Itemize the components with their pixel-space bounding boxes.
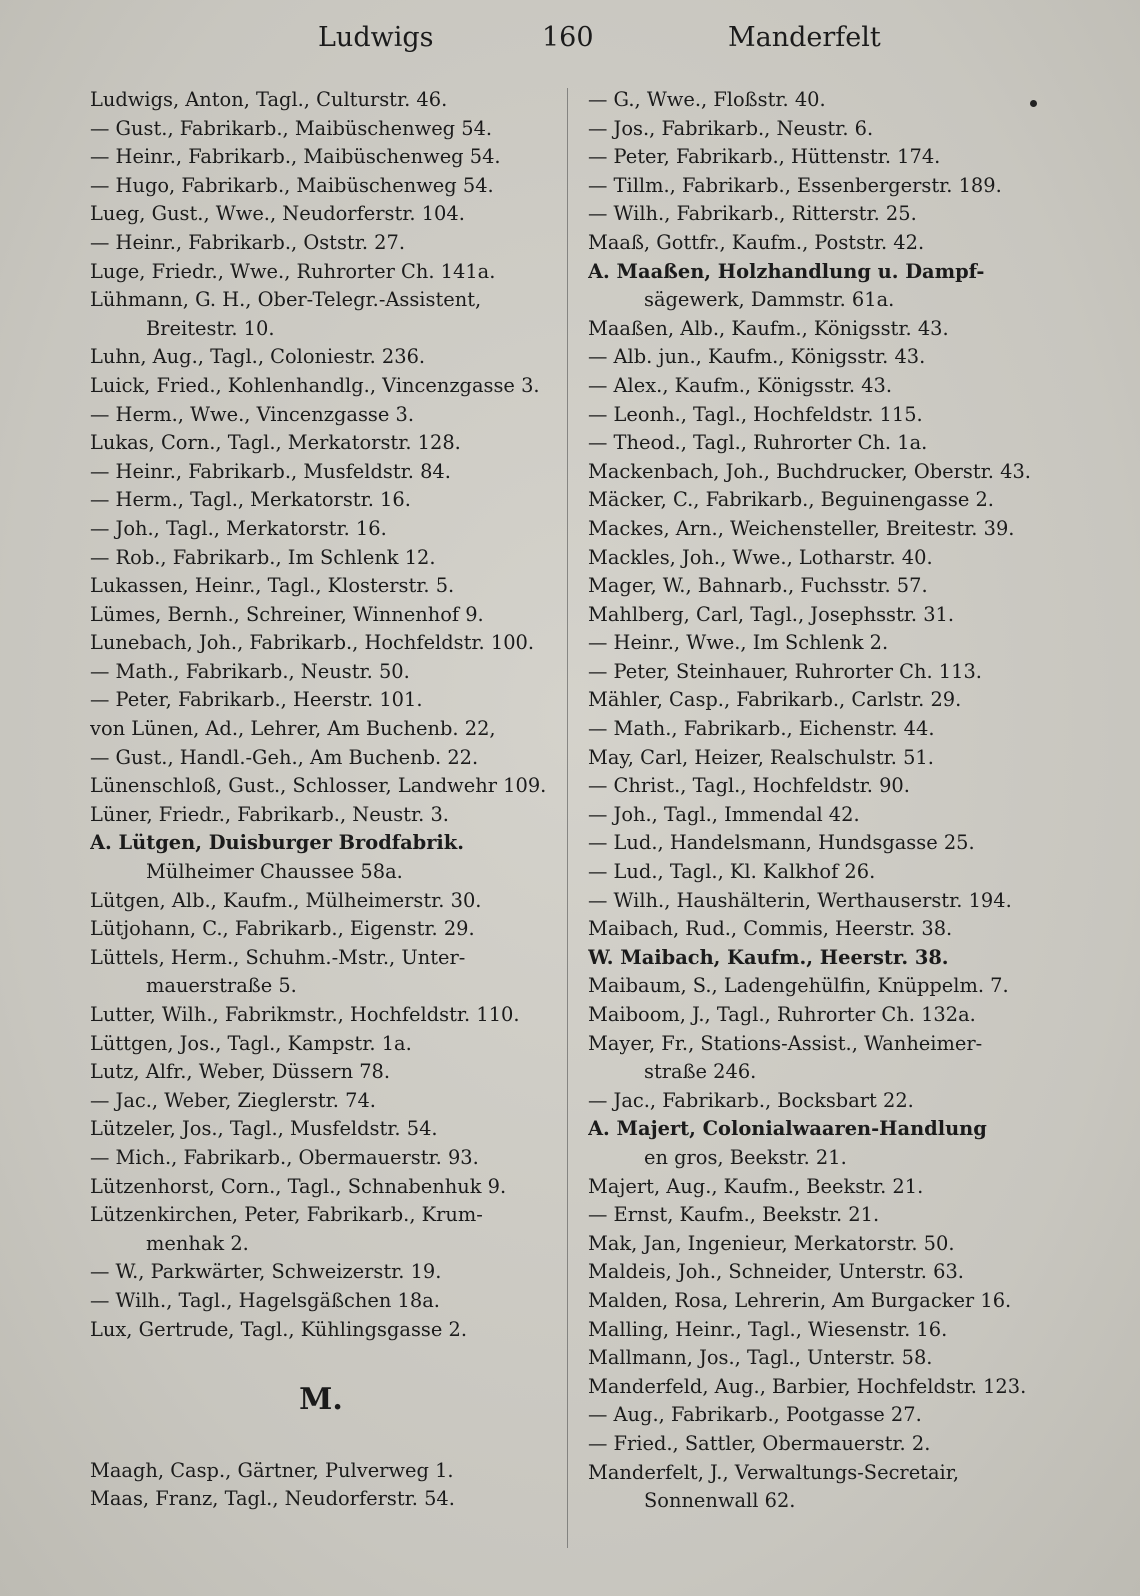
list-item: Mähler, Casp., Fabrikarb., Carlstr. 29. bbox=[588, 688, 962, 712]
list-item: — Ernst, Kaufm., Beekstr. 21. bbox=[588, 1203, 880, 1227]
list-item: Mackenbach, Joh., Buchdrucker, Oberstr. 43. bbox=[588, 459, 1031, 483]
list-item: Maagh, Casp., Gärtner, Pulverweg 1. bbox=[90, 1458, 454, 1482]
list-item: — Jos., Fabrikarb., Neustr. 6. bbox=[588, 116, 874, 140]
list-item: Lutter, Wilh., Fabrikmstr., Hochfeldstr. 110. bbox=[90, 1003, 520, 1026]
list-item: Lüttels, Herm., Schuhm.-Mstr., Unter- bbox=[90, 945, 466, 969]
list-item: — Rob., Fabrikarb., Im Schlenk 12. bbox=[90, 545, 436, 569]
list-item: von Lünen, Ad., Lehrer, Am Buchenb. 22, bbox=[90, 717, 496, 741]
list-item: Lütgen, Alb., Kaufm., Mülheimerstr. 30. bbox=[90, 888, 482, 912]
list-item: — Jac., Weber, Zieglerstr. 74. bbox=[90, 1088, 376, 1112]
list-item: Lützeler, Jos., Tagl., Musfeldstr. 54. bbox=[90, 1117, 438, 1141]
list-item: Lüner, Friedr., Fabrikarb., Neustr. 3. bbox=[90, 802, 449, 826]
list-item: Mackes, Arn., Weichensteller, Breitestr. 39. bbox=[588, 516, 1015, 540]
list-item: Malden, Rosa, Lehrerin, Am Burgacker 16. bbox=[588, 1288, 1012, 1312]
list-item: — Alex., Kaufm., Königsstr. 43. bbox=[588, 373, 892, 397]
list-item: Mahlberg, Carl, Tagl., Josephsstr. 31. bbox=[588, 602, 955, 626]
list-item: — W., Parkwärter, Schweizerstr. 19. bbox=[90, 1260, 442, 1284]
list-item: Mayer, Fr., Stations-Assist., Wanheimer- bbox=[588, 1031, 983, 1055]
list-item: — Heinr., Fabrikarb., Oststr. 27. bbox=[90, 230, 406, 254]
list-item: Maiboom, J., Tagl., Ruhrorter Ch. 132a. bbox=[588, 1003, 976, 1026]
list-item: Sonnenwall 62. bbox=[644, 1489, 796, 1513]
list-item: Maaß, Gottfr., Kaufm., Poststr. 42. bbox=[588, 230, 925, 254]
list-item: — Peter, Fabrikarb., Heerstr. 101. bbox=[90, 688, 423, 712]
list-item: — Math., Fabrikarb., Eichenstr. 44. bbox=[588, 717, 935, 741]
list-item: May, Carl, Heizer, Realschulstr. 51. bbox=[588, 745, 934, 769]
column-divider bbox=[567, 88, 568, 1548]
list-item: Ludwigs, Anton, Tagl., Culturstr. 46. bbox=[90, 88, 448, 111]
list-item: — Peter, Fabrikarb., Hüttenstr. 174. bbox=[588, 145, 941, 169]
list-item: en gros, Beekstr. 21. bbox=[644, 1145, 847, 1169]
list-item: Luge, Friedr., Wwe., Ruhrorter Ch. 141a. bbox=[90, 259, 496, 283]
list-item: Breitestr. 10. bbox=[146, 316, 275, 340]
list-item: Lunebach, Joh., Fabrikarb., Hochfeldstr. 100. bbox=[90, 631, 535, 655]
list-item: — Wilh., Haushälterin, Werthauserstr. 194. bbox=[588, 888, 1012, 912]
list-item: Lukas, Corn., Tagl., Merkatorstr. 128. bbox=[90, 431, 461, 455]
list-item: — Christ., Tagl., Hochfeldstr. 90. bbox=[588, 774, 910, 798]
list-item: — Hugo, Fabrikarb., Maibüschenweg 54. bbox=[90, 173, 494, 197]
list-item: — Math., Fabrikarb., Neustr. 50. bbox=[90, 659, 410, 683]
list-item: — Heinr., Wwe., Im Schlenk 2. bbox=[588, 631, 889, 655]
list-item: — Theod., Tagl., Ruhrorter Ch. 1a. bbox=[588, 431, 928, 455]
list-item: Manderfelt, J., Verwaltungs-Secretair, bbox=[588, 1460, 960, 1484]
header-left-catchword: Ludwigs bbox=[318, 22, 434, 53]
list-item: Mackles, Joh., Wwe., Lotharstr. 40. bbox=[588, 545, 933, 569]
list-item: Lueg, Gust., Wwe., Neudorferstr. 104. bbox=[90, 202, 465, 226]
list-item: Lützenhorst, Corn., Tagl., Schnabenhuk 9. bbox=[90, 1174, 507, 1198]
list-item: Lutz, Alfr., Weber, Düssern 78. bbox=[90, 1060, 391, 1084]
list-item: Mak, Jan, Ingenieur, Merkatorstr. 50. bbox=[588, 1231, 955, 1255]
business-listing-luetgen: A. Lütgen, Duisburger Brodfabrik. bbox=[90, 831, 464, 855]
business-listing-maibach: W. Maibach, Kaufm., Heerstr. 38. bbox=[588, 945, 949, 969]
list-item: sägewerk, Dammstr. 61a. bbox=[644, 288, 895, 312]
list-item: — Alb. jun., Kaufm., Königsstr. 43. bbox=[588, 345, 926, 369]
list-item: — Lud., Handelsmann, Hundsgasse 25. bbox=[588, 831, 975, 855]
list-item: menhak 2. bbox=[146, 1231, 249, 1255]
list-item: straße 246. bbox=[644, 1060, 757, 1084]
list-item: — Joh., Tagl., Merkatorstr. 16. bbox=[90, 516, 387, 540]
list-item: Maldeis, Joh., Schneider, Unterstr. 63. bbox=[588, 1260, 964, 1284]
list-item: — Mich., Fabrikarb., Obermauerstr. 93. bbox=[90, 1145, 479, 1169]
list-item: Malling, Heinr., Tagl., Wiesenstr. 16. bbox=[588, 1317, 948, 1341]
list-item: — Herm., Tagl., Merkatorstr. 16. bbox=[90, 488, 411, 512]
list-item: Lümes, Bernh., Schreiner, Winnenhof 9. bbox=[90, 602, 484, 626]
header-right-catchword: Manderfelt bbox=[728, 22, 881, 53]
list-item: Lütjohann, C., Fabrikarb., Eigenstr. 29. bbox=[90, 917, 475, 941]
list-item: Maas, Franz, Tagl., Neudorferstr. 54. bbox=[90, 1487, 455, 1511]
list-item: Lützenkirchen, Peter, Fabrikarb., Krum- bbox=[90, 1203, 483, 1227]
list-item: — Wilh., Tagl., Hagelsgäßchen 18a. bbox=[90, 1288, 440, 1312]
business-listing-maassen: A. Maaßen, Holzhandlung u. Dampf- bbox=[588, 259, 985, 283]
right-column bbox=[588, 86, 1066, 1516]
list-item: Lünenschloß, Gust., Schlosser, Landwehr 109. bbox=[90, 774, 547, 798]
list-item: Mager, W., Bahnarb., Fuchsstr. 57. bbox=[588, 574, 928, 598]
page-header bbox=[0, 22, 1140, 62]
list-item: Mallmann, Jos., Tagl., Unterstr. 58. bbox=[588, 1346, 933, 1370]
list-item: Mülheimer Chaussee 58a. bbox=[146, 860, 403, 884]
list-item: — Lud., Tagl., Kl. Kalkhof 26. bbox=[588, 860, 876, 884]
business-listing-majert: A. Majert, Colonialwaaren-Handlung bbox=[588, 1117, 987, 1141]
page-number: 160 bbox=[542, 22, 594, 53]
list-item: — Fried., Sattler, Obermauerstr. 2. bbox=[588, 1431, 931, 1455]
list-item: — Leonh., Tagl., Hochfeldstr. 115. bbox=[588, 402, 923, 426]
list-item: Lukassen, Heinr., Tagl., Klosterstr. 5. bbox=[90, 574, 455, 598]
list-item: Maaßen, Alb., Kaufm., Königsstr. 43. bbox=[588, 316, 949, 340]
list-item: Maibach, Rud., Commis, Heerstr. 38. bbox=[588, 917, 953, 941]
list-item: Luick, Fried., Kohlenhandlg., Vincenzgasse 3. bbox=[90, 373, 540, 397]
list-item: — Gust., Fabrikarb., Maibüschenweg 54. bbox=[90, 116, 493, 140]
list-item: — Heinr., Fabrikarb., Musfeldstr. 84. bbox=[90, 459, 451, 483]
list-item: — Heinr., Fabrikarb., Maibüschenweg 54. bbox=[90, 145, 501, 169]
list-item: — Aug., Fabrikarb., Pootgasse 27. bbox=[588, 1403, 922, 1427]
list-item: Lux, Gertrude, Tagl., Kühlingsgasse 2. bbox=[90, 1317, 468, 1341]
list-item: Lüttgen, Jos., Tagl., Kampstr. 1a. bbox=[90, 1031, 412, 1055]
list-item: — Tillm., Fabrikarb., Essenbergerstr. 189. bbox=[588, 173, 1002, 197]
list-item: — Peter, Steinhauer, Ruhrorter Ch. 113. bbox=[588, 659, 982, 683]
list-item: — Joh., Tagl., Immendal 42. bbox=[588, 802, 860, 826]
list-item: Mäcker, C., Fabrikarb., Beguinengasse 2. bbox=[588, 488, 994, 512]
list-item: — Wilh., Fabrikarb., Ritterstr. 25. bbox=[588, 202, 917, 226]
list-item: Lühmann, G. H., Ober-Telegr.-Assistent, bbox=[90, 288, 482, 312]
list-item: Majert, Aug., Kaufm., Beekstr. 21. bbox=[588, 1174, 924, 1198]
list-item: — Herm., Wwe., Vincenzgasse 3. bbox=[90, 402, 414, 426]
section-heading-m: M. bbox=[299, 1382, 343, 1418]
list-item: Maibaum, S., Ladengehülfin, Knüppelm. 7. bbox=[588, 974, 1009, 998]
list-item: Manderfeld, Aug., Barbier, Hochfeldstr. 123. bbox=[588, 1374, 1027, 1398]
left-column bbox=[90, 86, 552, 1514]
list-item: — Jac., Fabrikarb., Bocksbart 22. bbox=[588, 1088, 914, 1112]
list-item: Luhn, Aug., Tagl., Coloniestr. 236. bbox=[90, 345, 426, 369]
list-item: — G., Wwe., Floßstr. 40. bbox=[588, 88, 826, 111]
list-item: — Gust., Handl.-Geh., Am Buchenb. 22. bbox=[90, 745, 479, 769]
list-item: mauerstraße 5. bbox=[146, 974, 297, 998]
